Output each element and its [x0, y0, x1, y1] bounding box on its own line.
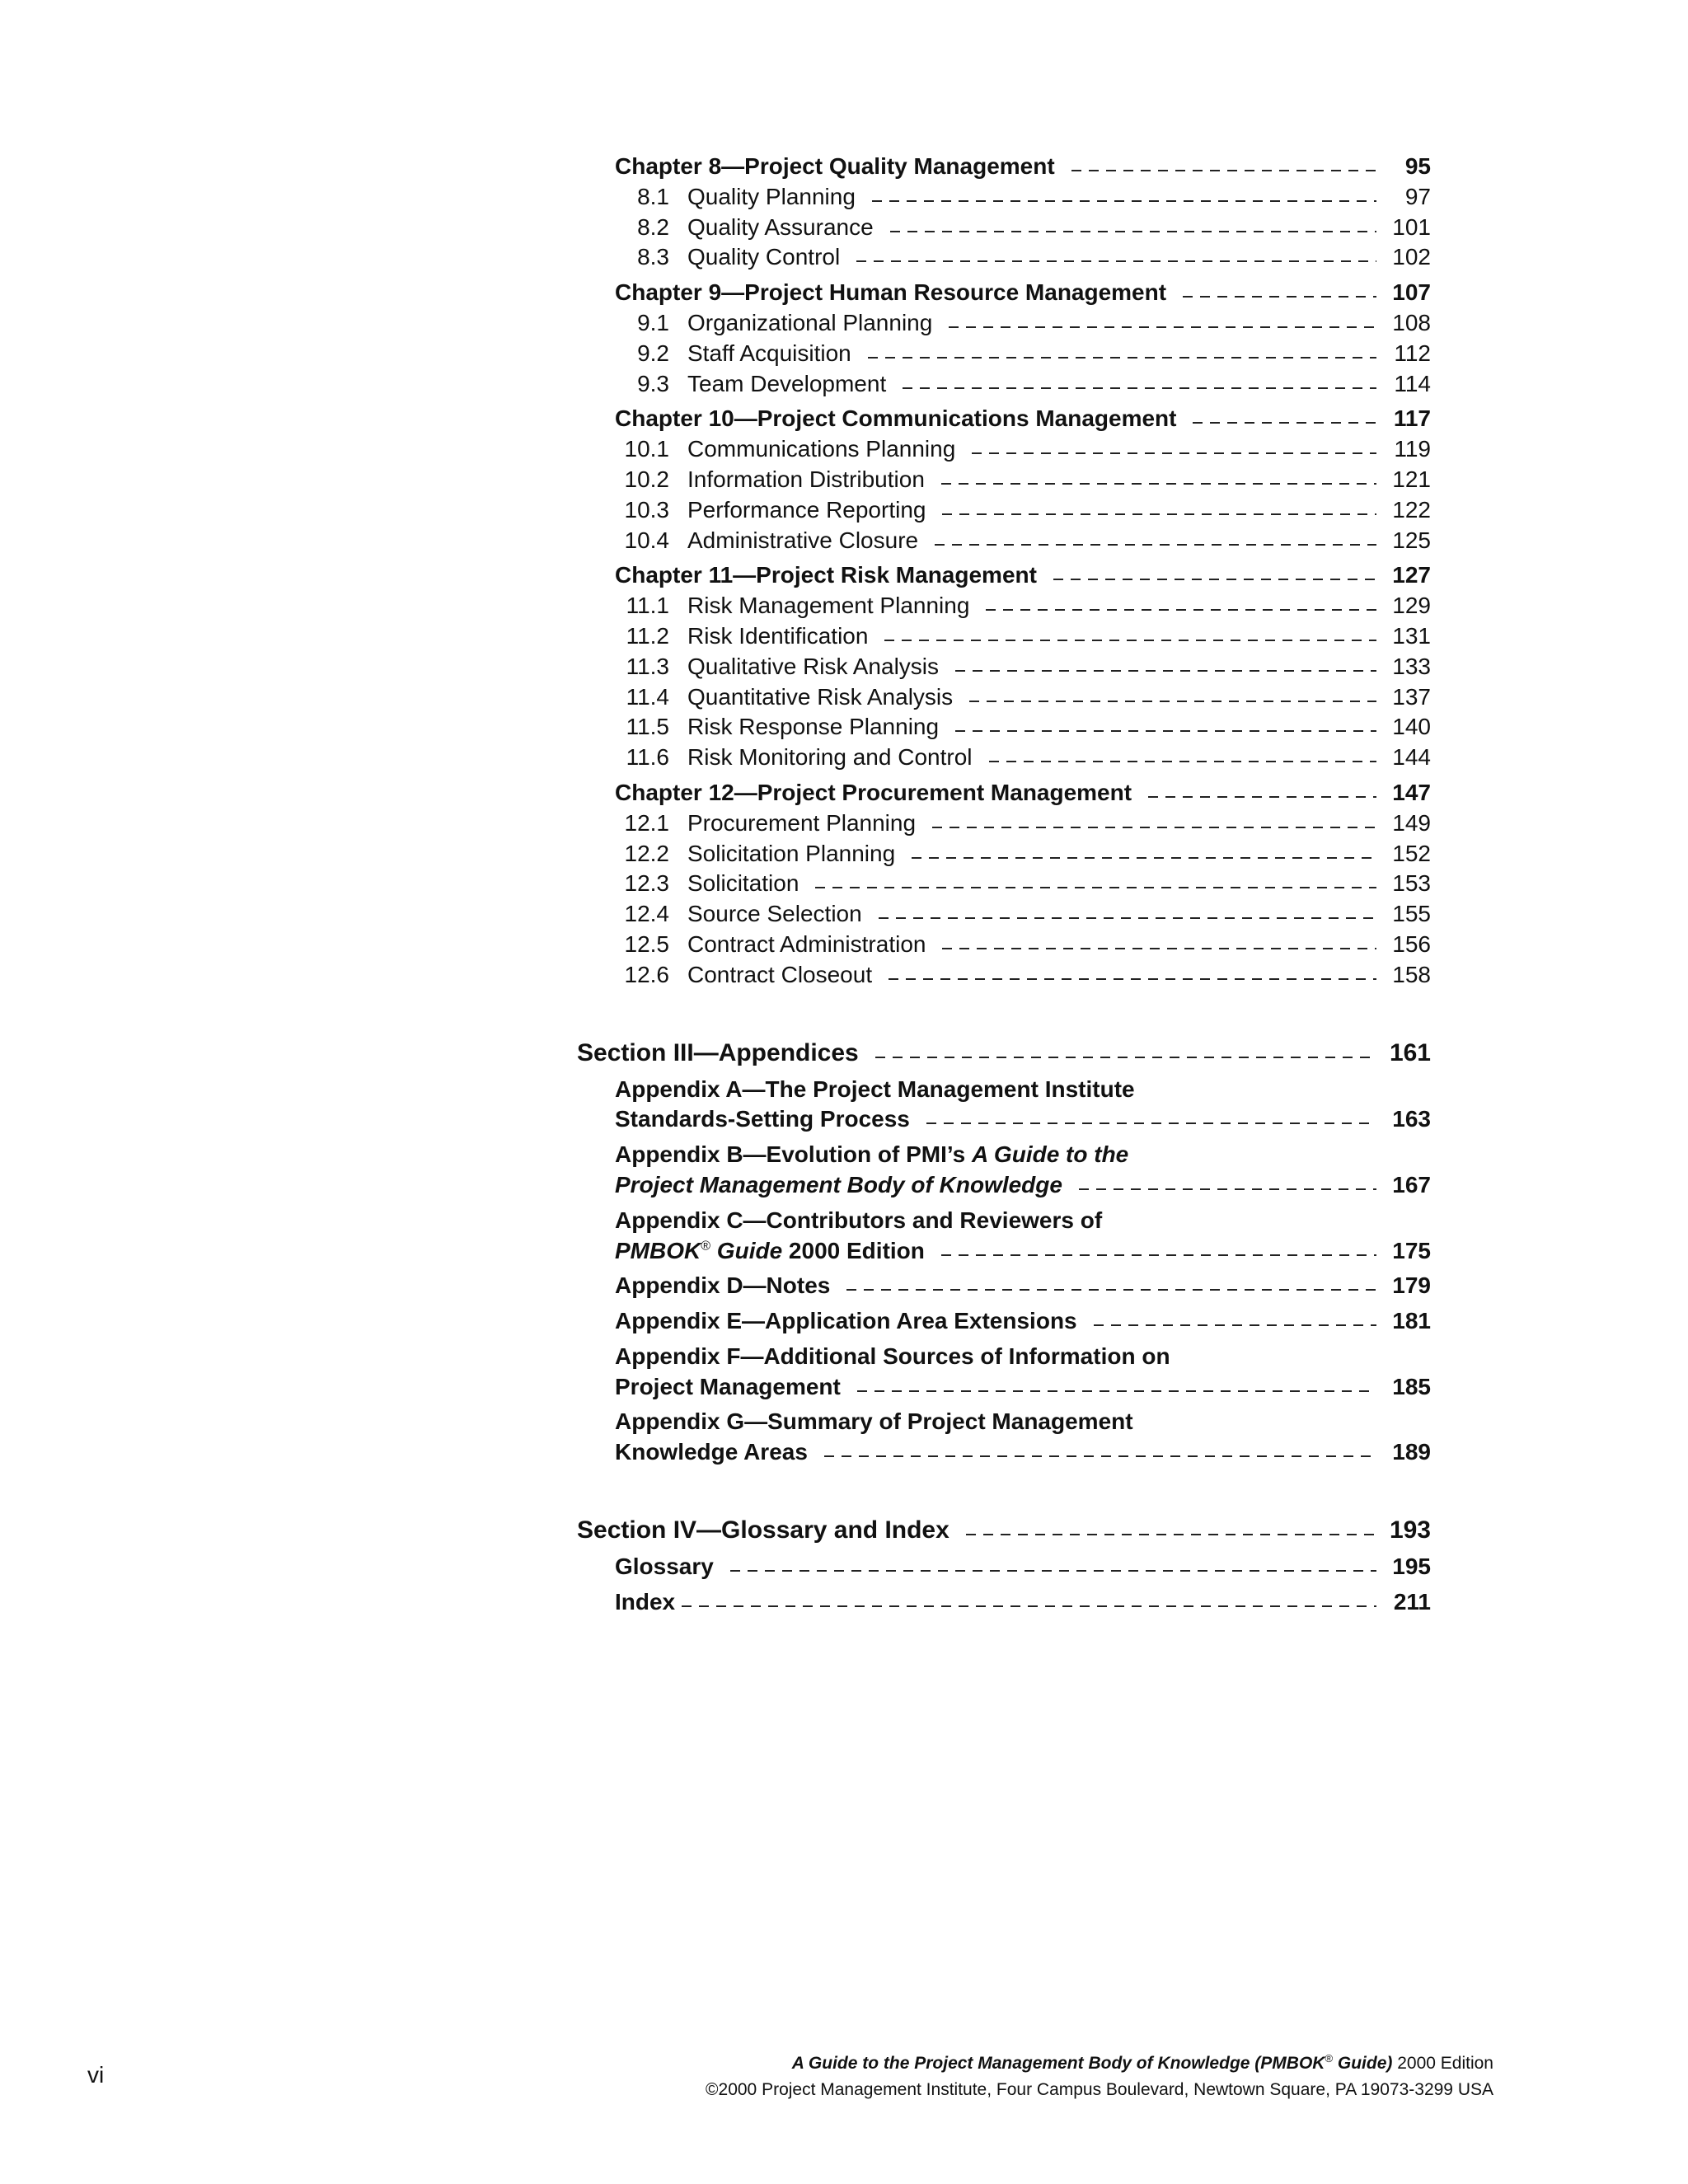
dot-leader — [682, 1587, 1376, 1618]
section-title: Contract Administration — [687, 930, 926, 957]
dot-leader — [941, 465, 1376, 495]
toc-index[interactable] — [577, 1587, 1431, 1618]
page-number: 156 — [1392, 930, 1431, 957]
dot-leader — [942, 930, 1376, 960]
chapter-title: Chapter 8—Project Quality Management — [615, 153, 1055, 179]
toc-item[interactable] — [577, 526, 1431, 556]
toc-chapter-9[interactable] — [577, 278, 1431, 308]
dot-leader — [857, 1372, 1376, 1403]
page-number: 97 — [1404, 183, 1431, 209]
page-number: 158 — [1392, 961, 1431, 987]
toc-item[interactable] — [577, 712, 1431, 743]
section-title: Information Distribution — [687, 466, 925, 492]
footer-book-title: A Guide to the Project Management Body of Knowledge (PMBOK — [791, 2054, 1325, 2073]
appendix-title-line2: Project Management — [615, 1373, 841, 1399]
page-number: 131 — [1392, 622, 1431, 649]
toc-item[interactable] — [577, 743, 1431, 773]
page-number: 129 — [1392, 593, 1431, 619]
toc-section-4[interactable] — [577, 1514, 1431, 1547]
dot-leader — [889, 960, 1376, 991]
section-title: Administrative Closure — [687, 527, 919, 553]
page-number: 181 — [1392, 1308, 1431, 1334]
page-number: 155 — [1392, 901, 1431, 927]
registered-mark: ® — [1325, 2052, 1334, 2064]
appendix-title-line1: Appendix A—The Project Management Institute — [615, 1076, 1135, 1102]
footer-title-line — [706, 2050, 1493, 2077]
page-number: 137 — [1392, 683, 1431, 710]
pmbok-text: PMBOK — [615, 1237, 701, 1263]
dot-leader — [966, 1514, 1376, 1547]
page-number: 117 — [1393, 405, 1431, 432]
page-number: 140 — [1392, 714, 1431, 740]
toc-item[interactable] — [577, 869, 1431, 899]
dot-leader — [955, 712, 1376, 743]
glossary-title: Glossary — [615, 1554, 714, 1580]
section-heading: Section IV—Glossary and Index — [577, 1516, 950, 1544]
toc-item[interactable] — [577, 808, 1431, 839]
section-title: Procurement Planning — [687, 809, 917, 836]
page-number: 101 — [1392, 213, 1431, 240]
toc-item[interactable] — [577, 899, 1431, 930]
toc-item[interactable] — [577, 465, 1431, 495]
toc-glossary[interactable] — [577, 1552, 1431, 1582]
appendix-title-line2 — [615, 1236, 925, 1267]
dot-leader — [846, 1271, 1376, 1301]
page-number: 149 — [1392, 809, 1431, 836]
section-title: Source Selection — [687, 901, 862, 927]
chapter-title: Chapter 11—Project Risk Management — [615, 562, 1037, 588]
page-number: 193 — [1389, 1516, 1431, 1544]
appendix-title-line2: Standards-Setting Process — [615, 1106, 910, 1132]
section-title: Contract Closeout — [687, 961, 873, 987]
toc-item[interactable] — [577, 591, 1431, 621]
dot-leader — [730, 1552, 1376, 1582]
registered-mark: ® — [701, 1239, 711, 1254]
section-title: Risk Management Planning — [687, 593, 970, 619]
section-number: 12.3 — [624, 870, 669, 897]
dot-leader — [884, 621, 1376, 652]
index-title: Index — [615, 1588, 676, 1615]
footer-copyright: ©2000 Project Management Institute, Four Campus Boulevard, Newtown Square, PA 19073-3299 USA — [706, 2080, 1493, 2099]
page-footer — [706, 2050, 1493, 2103]
section-title: Solicitation — [687, 870, 799, 897]
page-number: 107 — [1392, 279, 1431, 306]
toc-appendix-e[interactable] — [577, 1306, 1431, 1337]
toc-item[interactable] — [577, 839, 1431, 869]
section-number: 9.2 — [637, 340, 669, 366]
toc-chapter-8[interactable] — [577, 152, 1431, 182]
chapter-title: Chapter 10—Project Communications Management — [615, 405, 1177, 432]
section-title: Risk Response Planning — [687, 714, 940, 740]
toc-appendix-b[interactable] — [577, 1140, 1431, 1201]
section-title: Quality Planning — [687, 183, 856, 209]
dot-leader — [1094, 1306, 1376, 1337]
table-of-contents — [577, 147, 1431, 1618]
section-number: 11.1 — [626, 593, 669, 619]
dot-leader — [856, 242, 1376, 273]
appendix-title-line1 — [615, 1140, 1431, 1170]
section-number: 9.3 — [637, 370, 669, 396]
dot-leader — [926, 1104, 1376, 1135]
section-title: Quantitative Risk Analysis — [687, 683, 954, 710]
toc-item[interactable] — [577, 213, 1431, 243]
section-title: Communications Planning — [687, 436, 956, 462]
toc-item[interactable] — [577, 682, 1431, 713]
toc-chapter-11[interactable] — [577, 560, 1431, 591]
appendix-title-italic: A Guide to the — [971, 1141, 1129, 1168]
chapter-title: Chapter 9—Project Human Resource Management — [615, 279, 1167, 306]
page-number: 167 — [1392, 1171, 1431, 1197]
toc-section-3[interactable] — [577, 1037, 1431, 1070]
dot-leader — [1053, 560, 1376, 591]
page-number: 189 — [1392, 1439, 1431, 1465]
dot-leader — [890, 213, 1376, 243]
section-number: 11.5 — [626, 714, 669, 740]
toc-item[interactable] — [577, 339, 1431, 369]
toc-chapter-10[interactable] — [577, 404, 1431, 434]
page-number: 102 — [1392, 244, 1431, 270]
page-number: 147 — [1392, 779, 1431, 805]
page-number: 122 — [1392, 496, 1431, 523]
toc-item[interactable] — [577, 652, 1431, 682]
dot-leader — [969, 682, 1376, 713]
section-heading: Section III—Appendices — [577, 1038, 859, 1066]
section-number: 8.1 — [637, 183, 669, 209]
section-title: Staff Acquisition — [687, 340, 851, 366]
dot-leader — [903, 369, 1376, 400]
toc-item[interactable] — [577, 621, 1431, 652]
section-number: 12.2 — [624, 840, 669, 866]
page-number: 114 — [1394, 370, 1431, 396]
dot-leader — [1148, 778, 1376, 808]
toc-item[interactable] — [577, 242, 1431, 273]
page-number: 195 — [1392, 1554, 1431, 1580]
section-title: Quality Control — [687, 244, 841, 270]
dot-leader — [989, 743, 1377, 773]
chapter-title: Chapter 12—Project Procurement Management — [615, 779, 1132, 805]
section-title: Quality Assurance — [687, 213, 874, 240]
section-number: 10.2 — [624, 466, 669, 492]
appendix-title-line2: Project Management Body of Knowledge — [615, 1171, 1062, 1197]
dot-leader — [875, 1037, 1376, 1070]
section-number: 11.3 — [626, 653, 669, 679]
section-number: 12.1 — [624, 809, 669, 836]
appendix-title: Appendix D—Notes — [615, 1272, 831, 1299]
dot-leader — [912, 839, 1376, 869]
section-number: 12.5 — [624, 930, 669, 957]
guide-text: Guide — [710, 1237, 783, 1263]
section-number: 10.4 — [624, 527, 669, 553]
toc-item[interactable] — [577, 960, 1431, 991]
toc-item[interactable] — [577, 369, 1431, 400]
footer-book-title-end: Guide) — [1333, 2054, 1393, 2073]
section-number: 9.1 — [637, 309, 669, 335]
appendix-title-line2: Knowledge Areas — [615, 1439, 808, 1465]
page-number: 161 — [1389, 1038, 1431, 1066]
toc-chapter-12[interactable] — [577, 778, 1431, 808]
page-number: 179 — [1392, 1272, 1431, 1299]
dot-leader — [972, 434, 1376, 465]
section-number: 8.2 — [637, 213, 669, 240]
section-number: 8.3 — [637, 244, 669, 270]
dot-leader — [949, 308, 1376, 339]
dot-leader — [815, 869, 1376, 899]
dot-leader — [941, 1236, 1376, 1267]
appendix-title-line1: Appendix C—Contributors and Reviewers of — [615, 1207, 1103, 1233]
page-number: 175 — [1392, 1237, 1431, 1263]
page-number: 119 — [1394, 436, 1431, 462]
appendix-title: Appendix E—Application Area Extensions — [615, 1308, 1077, 1334]
page-number: 95 — [1404, 153, 1431, 179]
toc-item[interactable] — [577, 495, 1431, 526]
section-title: Qualitative Risk Analysis — [687, 653, 940, 679]
section-title: Organizational Planning — [687, 309, 933, 335]
page-number: 112 — [1394, 340, 1431, 366]
page-number: 163 — [1392, 1106, 1431, 1132]
edition-text: 2000 Edition — [782, 1237, 925, 1263]
page-number: 211 — [1393, 1588, 1431, 1615]
toc-appendix-f[interactable] — [577, 1342, 1431, 1403]
section-number: 10.3 — [624, 496, 669, 523]
section-number: 10.1 — [624, 436, 669, 462]
page-number: 108 — [1392, 309, 1431, 335]
toc-appendix-c[interactable] — [577, 1206, 1431, 1267]
toc-appendix-d[interactable] — [577, 1271, 1431, 1301]
page-number: 125 — [1392, 527, 1431, 553]
dot-leader — [986, 591, 1376, 621]
dot-leader — [955, 652, 1376, 682]
dot-leader — [1183, 278, 1376, 308]
section-number: 11.6 — [626, 744, 669, 771]
toc-appendix-g[interactable] — [577, 1407, 1431, 1468]
section-number: 12.4 — [624, 901, 669, 927]
toc-item[interactable] — [577, 434, 1431, 465]
toc-item[interactable] — [577, 930, 1431, 960]
dot-leader — [942, 495, 1376, 526]
dot-leader — [1079, 1170, 1376, 1201]
dot-leader — [935, 526, 1376, 556]
dot-leader — [932, 808, 1376, 839]
dot-leader — [824, 1437, 1376, 1468]
section-number: 11.4 — [626, 683, 669, 710]
section-title: Solicitation Planning — [687, 840, 896, 866]
page-number: 152 — [1392, 840, 1431, 866]
section-number: 12.6 — [624, 961, 669, 987]
toc-appendix-a[interactable] — [577, 1075, 1431, 1136]
section-title: Performance Reporting — [687, 496, 926, 523]
section-number: 11.2 — [626, 622, 669, 649]
toc-item[interactable] — [577, 308, 1431, 339]
appendix-title-line1: Appendix F—Additional Sources of Information on — [615, 1343, 1170, 1369]
section-title: Team Development — [687, 370, 887, 396]
appendix-title-line1: Appendix G—Summary of Project Management — [615, 1408, 1133, 1435]
appendix-title-text: Appendix B—Evolution of PMI’s — [615, 1141, 972, 1168]
section-title: Risk Monitoring and Control — [687, 744, 973, 771]
dot-leader — [1071, 152, 1376, 182]
toc-item[interactable] — [577, 182, 1431, 213]
dot-leader — [879, 899, 1376, 930]
dot-leader — [872, 182, 1376, 213]
page-number: 133 — [1392, 653, 1431, 679]
page-number: 185 — [1392, 1373, 1431, 1399]
section-title: Risk Identification — [687, 622, 869, 649]
page-number: 127 — [1392, 562, 1431, 588]
dot-leader — [1193, 404, 1376, 434]
page-number: 121 — [1392, 466, 1431, 492]
page-number: 153 — [1392, 870, 1431, 897]
dot-leader — [868, 339, 1376, 369]
footer-edition: 2000 Edition — [1392, 2054, 1493, 2073]
page-number: 144 — [1392, 744, 1431, 771]
page-number-roman: vi — [87, 2062, 105, 2088]
